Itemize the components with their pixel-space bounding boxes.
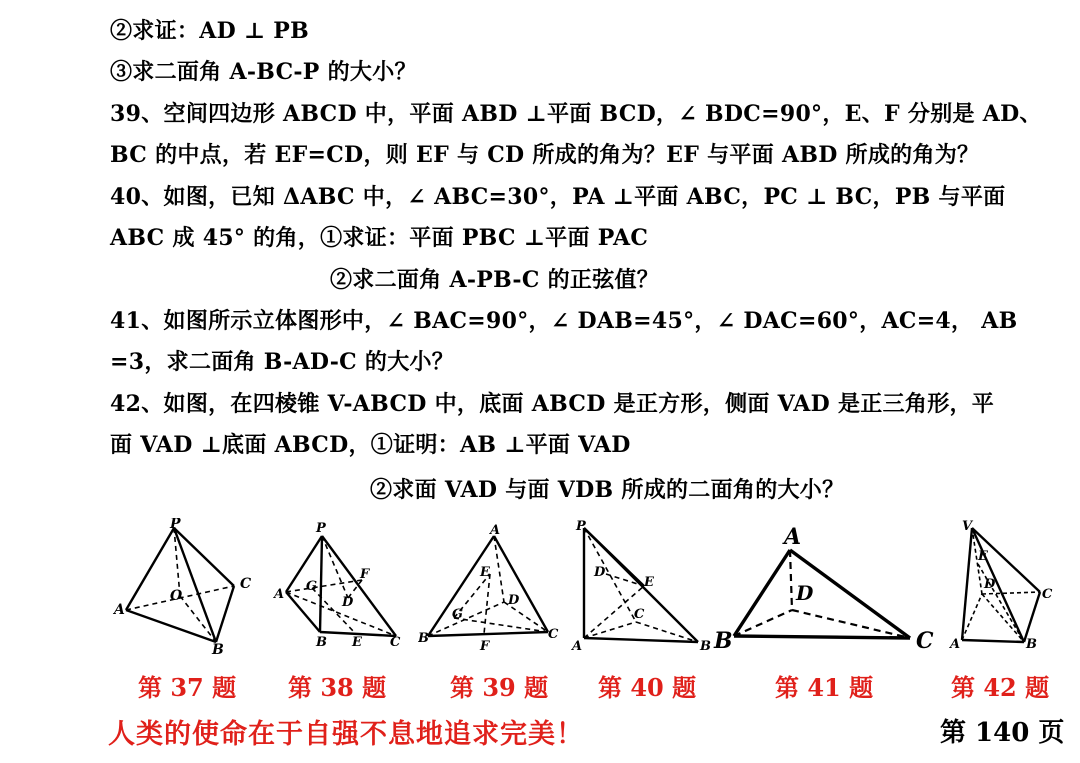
svg-text:C: C xyxy=(240,576,252,592)
svg-text:C: C xyxy=(390,635,401,650)
svg-text:P: P xyxy=(576,519,586,534)
svg-text:B: B xyxy=(700,639,711,654)
svg-text:G: G xyxy=(452,607,464,622)
caption-37: 第 37 题 xyxy=(138,673,237,702)
svg-text:D: D xyxy=(508,593,520,608)
text-line-3: 39、空间四边形 ABCD 中，平面 ABD ⊥平面 BCD，∠ BDC=90°，E、F 分别是 AD、 xyxy=(110,101,1042,127)
svg-text:C: C xyxy=(916,628,934,654)
svg-text:A: A xyxy=(114,602,125,618)
svg-text:F: F xyxy=(360,567,370,582)
text-line-7: ②求二面角 A-PB-C 的正弦值？ xyxy=(330,267,660,293)
motto-text: 人类的使命在于自强不息地追求完美！ xyxy=(108,719,584,750)
svg-text:D: D xyxy=(594,565,606,580)
text-line-6: ABC 成 45° 的角，①求证：平面 PBC ⊥平面 PAC xyxy=(110,225,649,251)
text-line-12: ②求面 VAD 与面 VDB 所成的二面角的大小？ xyxy=(370,477,845,503)
caption-42: 第 42 题 xyxy=(951,673,1050,702)
svg-text:A: A xyxy=(572,639,583,654)
caption-39: 第 39 题 xyxy=(450,673,549,702)
figure-39 xyxy=(418,518,568,658)
svg-text:F: F xyxy=(480,639,490,654)
svg-text:E: E xyxy=(644,575,654,590)
svg-text:A: A xyxy=(784,524,802,550)
svg-text:A: A xyxy=(274,587,285,602)
svg-text:B: B xyxy=(316,635,327,650)
svg-text:C: C xyxy=(548,627,559,642)
caption-38: 第 38 题 xyxy=(288,673,387,702)
caption-41: 第 41 题 xyxy=(775,673,874,702)
figure-38 xyxy=(272,518,412,658)
svg-text:P: P xyxy=(316,521,326,536)
page-number: 第 140 页 xyxy=(940,718,1065,748)
svg-text:P: P xyxy=(170,518,181,532)
figure-42 xyxy=(942,518,1062,658)
text-line-10: 42、如图，在四棱锥 V-ABCD 中，底面 ABCD 是正方形，侧面 VAD 是正三角形，平 xyxy=(110,391,995,417)
svg-text:D: D xyxy=(796,581,814,605)
svg-text:E: E xyxy=(480,565,490,580)
text-line-4: BC 的中点，若 EF=CD，则 EF 与 CD 所成的角为？EF 与平面 ABD 所成的角为？ xyxy=(110,142,980,168)
svg-text:B: B xyxy=(418,631,429,646)
svg-text:E: E xyxy=(352,635,362,650)
text-line-8: 41、如图所示立体图形中，∠ BAC=90°，∠ DAB=45°，∠ DAC=60°，AC=4， AB xyxy=(110,308,1018,334)
svg-text:C: C xyxy=(1042,587,1053,602)
caption-40: 第 40 题 xyxy=(598,673,697,702)
svg-text:D: D xyxy=(342,595,354,610)
svg-text:O: O xyxy=(170,588,183,604)
svg-text:V: V xyxy=(962,519,973,534)
svg-text:B: B xyxy=(1026,637,1037,652)
svg-text:B: B xyxy=(212,642,224,658)
text-line-2: ③求二面角 A-BC-P 的大小？ xyxy=(110,59,417,85)
figure-41 xyxy=(712,518,942,658)
svg-text:B: B xyxy=(714,628,733,654)
figure-40 xyxy=(566,518,716,658)
figure-37 xyxy=(112,518,262,658)
text-line-5: 40、如图，已知 ΔABC 中，∠ ABC=30°，PA ⊥平面 ABC，PC ⊥ BC，PB 与平面 xyxy=(110,184,1006,210)
text-line-1: ②求证：AD ⊥ PB xyxy=(110,18,310,44)
svg-text:D: D xyxy=(984,577,996,592)
text-line-9: =3，求二面角 B-AD-C 的大小？ xyxy=(110,349,455,375)
svg-text:G: G xyxy=(306,579,318,594)
svg-text:A: A xyxy=(490,523,501,538)
svg-text:E: E xyxy=(978,549,988,564)
svg-text:A: A xyxy=(950,637,961,652)
svg-text:C: C xyxy=(634,607,645,622)
text-line-11: 面 VAD ⊥底面 ABCD，①证明：AB ⊥平面 VAD xyxy=(110,432,631,458)
